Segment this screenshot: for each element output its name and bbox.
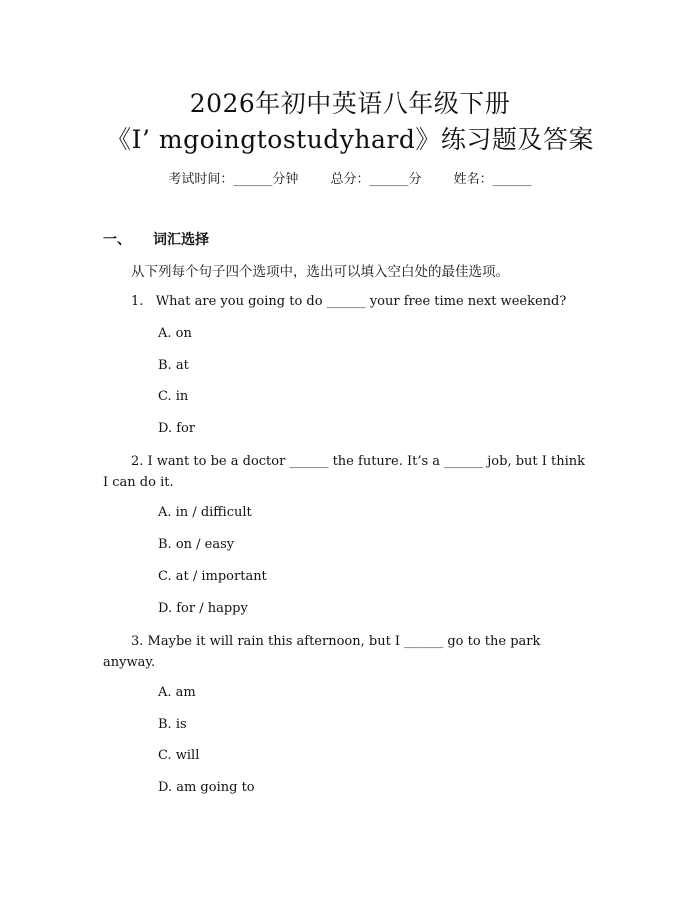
section-instruction: 从下列每个句子四个选项中，选出可以填入空白处的最佳选项。 xyxy=(131,264,509,280)
section-number: 一、 xyxy=(103,232,131,248)
q1-option-d: D. for xyxy=(158,421,196,436)
question-3: 3. Maybe it will rain this afternoon, but I ______ go to the park anyway. xyxy=(103,634,541,670)
q3-option-a: A. am xyxy=(158,685,196,700)
exam-meta xyxy=(0,168,700,187)
q3-option-c: C. will xyxy=(158,748,200,763)
section-heading xyxy=(103,229,209,249)
question-2: 2. I want to be a doctor ______ the future. It’s a ______ job, but I think I can do it. xyxy=(103,454,586,490)
q1-option-b: B. at xyxy=(158,358,189,373)
q3-option-b: B. is xyxy=(158,717,187,732)
q2-option-a: A. in / difficult xyxy=(158,505,252,520)
question-1: 1. What are you going to do ______ your free time next weekend? xyxy=(131,294,567,309)
q2-option-b: B. on / easy xyxy=(158,537,235,552)
section-title: 词汇选择 xyxy=(153,232,209,248)
exam-time: 考试时间：______分钟 xyxy=(168,172,299,187)
q3-option-d: D. am going to xyxy=(158,780,255,795)
q2-option-c: C. at / important xyxy=(158,569,267,584)
document-title-line2: 《I’ mgoingtostudyhard》练习题及答案 xyxy=(106,125,594,154)
exam-name: 姓名：______ xyxy=(453,172,532,187)
document-title-line1: 2026年初中英语八年级下册 xyxy=(189,89,511,118)
q1-option-c: C. in xyxy=(158,389,189,404)
exam-score: 总分：______分 xyxy=(330,172,422,187)
q2-option-d: D. for / happy xyxy=(158,601,248,616)
q1-option-a: A. on xyxy=(158,326,192,341)
